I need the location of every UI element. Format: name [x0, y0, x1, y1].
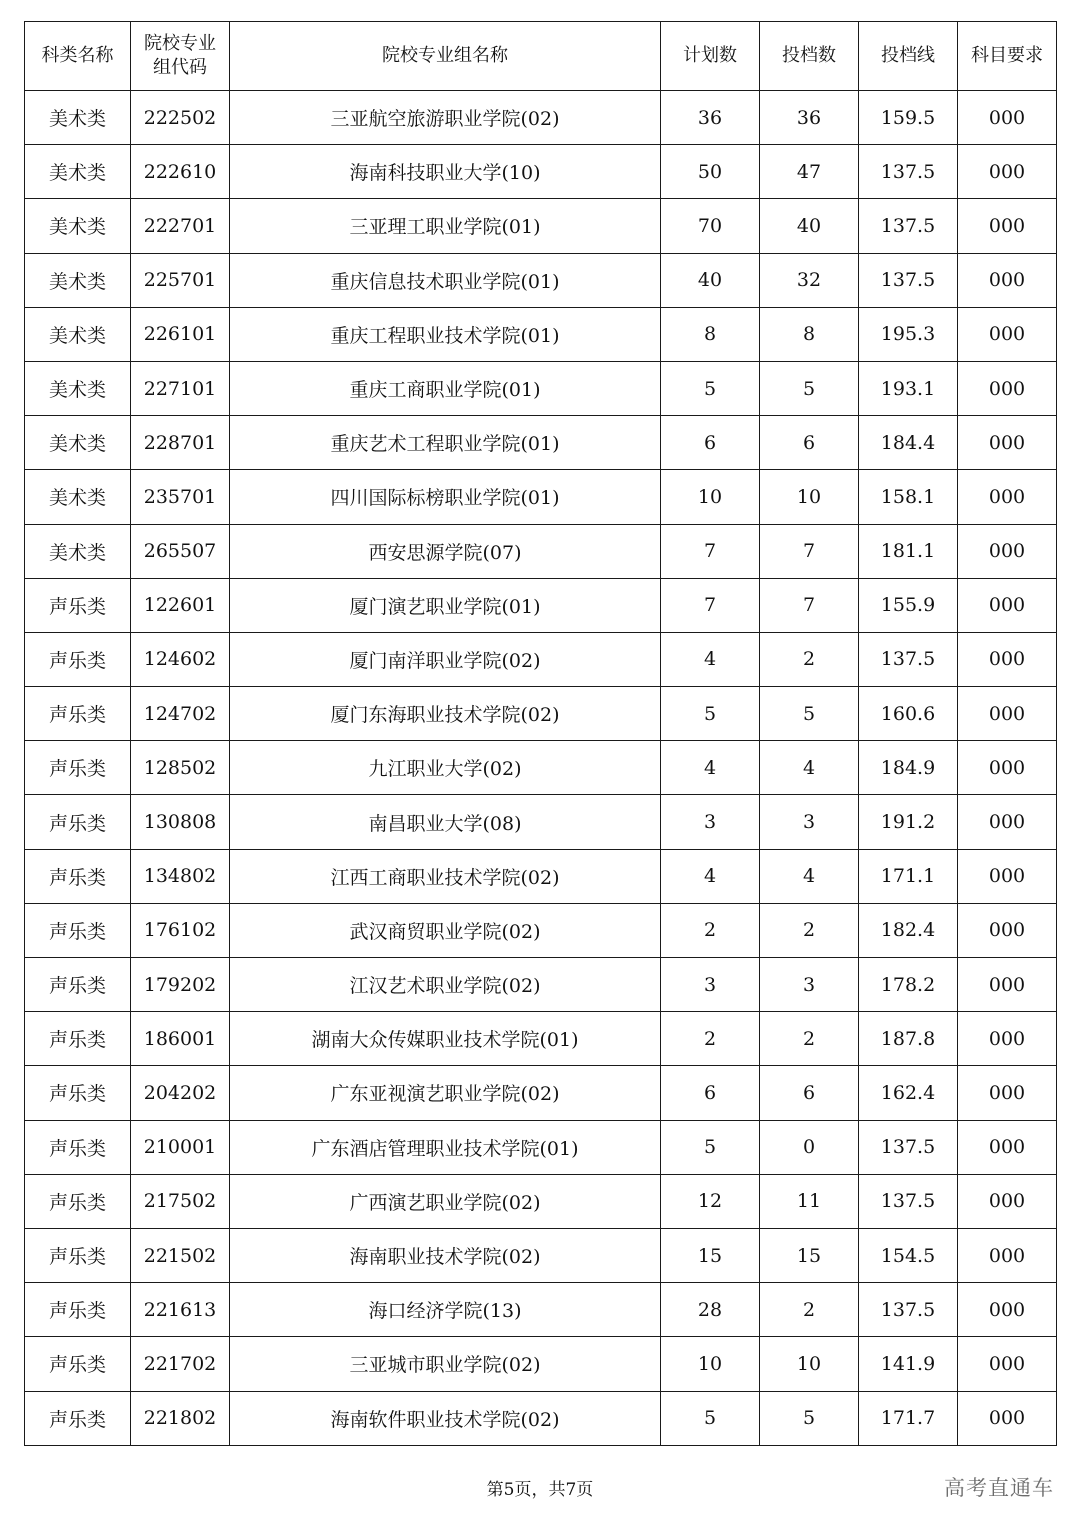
cell-requirement: 000	[958, 145, 1057, 199]
cell-group-code: 222502	[131, 91, 230, 145]
cell-requirement: 000	[958, 1120, 1057, 1174]
cell-category: 声乐类	[25, 1174, 131, 1228]
cell-group-name: 广东酒店管理职业技术学院(01)	[230, 1120, 661, 1174]
cell-group-name: 江西工商职业技术学院(02)	[230, 849, 661, 903]
cell-admitted: 5	[760, 687, 859, 741]
cell-cutoff: 137.5	[859, 1283, 958, 1337]
cell-group-code: 124702	[131, 687, 230, 741]
cell-plan: 36	[661, 91, 760, 145]
cell-requirement: 000	[958, 1012, 1057, 1066]
cell-group-code: 217502	[131, 1174, 230, 1228]
cell-category: 声乐类	[25, 741, 131, 795]
cell-cutoff: 137.5	[859, 199, 958, 253]
cell-group-name: 重庆工程职业技术学院(01)	[230, 307, 661, 361]
cell-cutoff: 191.2	[859, 795, 958, 849]
cell-plan: 70	[661, 199, 760, 253]
cell-admitted: 47	[760, 145, 859, 199]
cell-plan: 4	[661, 632, 760, 686]
cell-group-name: 海南科技职业大学(10)	[230, 145, 661, 199]
cell-cutoff: 137.5	[859, 1120, 958, 1174]
header-admitted: 投档数	[760, 22, 859, 91]
cell-plan: 4	[661, 849, 760, 903]
table-row	[25, 578, 1057, 632]
cell-category: 声乐类	[25, 1012, 131, 1066]
cell-plan: 7	[661, 578, 760, 632]
cell-group-name: 厦门南洋职业学院(02)	[230, 632, 661, 686]
cell-plan: 10	[661, 1337, 760, 1391]
cell-plan: 15	[661, 1228, 760, 1282]
cell-group-code: 186001	[131, 1012, 230, 1066]
table-row	[25, 470, 1057, 524]
table-row	[25, 849, 1057, 903]
cell-requirement: 000	[958, 524, 1057, 578]
cell-group-code: 222701	[131, 199, 230, 253]
table-row	[25, 524, 1057, 578]
cell-plan: 50	[661, 145, 760, 199]
cell-cutoff: 184.9	[859, 741, 958, 795]
cell-group-name: 南昌职业大学(08)	[230, 795, 661, 849]
cell-requirement: 000	[958, 1066, 1057, 1120]
cell-admitted: 2	[760, 1283, 859, 1337]
cell-plan: 7	[661, 524, 760, 578]
cell-category: 美术类	[25, 361, 131, 415]
cell-admitted: 36	[760, 91, 859, 145]
cell-plan: 2	[661, 1012, 760, 1066]
cell-group-name: 重庆工商职业学院(01)	[230, 361, 661, 415]
cell-category: 声乐类	[25, 1391, 131, 1445]
table-row	[25, 1228, 1057, 1282]
cell-category: 声乐类	[25, 1066, 131, 1120]
cell-group-code: 265507	[131, 524, 230, 578]
cell-category: 声乐类	[25, 687, 131, 741]
cell-group-name: 厦门演艺职业学院(01)	[230, 578, 661, 632]
cell-group-code: 179202	[131, 958, 230, 1012]
cell-group-code: 210001	[131, 1120, 230, 1174]
header-requirement: 科目要求	[958, 22, 1057, 91]
cell-group-name: 江汉艺术职业学院(02)	[230, 958, 661, 1012]
cell-requirement: 000	[958, 1283, 1057, 1337]
cell-cutoff: 155.9	[859, 578, 958, 632]
cell-plan: 6	[661, 1066, 760, 1120]
cell-admitted: 6	[760, 416, 859, 470]
cell-group-name: 海口经济学院(13)	[230, 1283, 661, 1337]
cell-category: 声乐类	[25, 1337, 131, 1391]
cell-plan: 3	[661, 958, 760, 1012]
cell-admitted: 15	[760, 1228, 859, 1282]
cell-requirement: 000	[958, 199, 1057, 253]
cell-requirement: 000	[958, 958, 1057, 1012]
cell-group-name: 湖南大众传媒职业技术学院(01)	[230, 1012, 661, 1066]
cell-category: 声乐类	[25, 632, 131, 686]
cell-group-code: 221613	[131, 1283, 230, 1337]
cell-category: 声乐类	[25, 1228, 131, 1282]
table-row	[25, 91, 1057, 145]
cell-category: 声乐类	[25, 578, 131, 632]
cell-cutoff: 137.5	[859, 632, 958, 686]
cell-admitted: 6	[760, 1066, 859, 1120]
cell-category: 美术类	[25, 253, 131, 307]
cell-category: 美术类	[25, 416, 131, 470]
cell-requirement: 000	[958, 1391, 1057, 1445]
table-row	[25, 1012, 1057, 1066]
cell-group-code: 124602	[131, 632, 230, 686]
cell-admitted: 4	[760, 849, 859, 903]
cell-group-code: 134802	[131, 849, 230, 903]
header-row	[25, 22, 1057, 91]
cell-group-code: 225701	[131, 253, 230, 307]
table-row	[25, 1283, 1057, 1337]
cell-group-name: 重庆艺术工程职业学院(01)	[230, 416, 661, 470]
table-row	[25, 687, 1057, 741]
cell-group-code: 221702	[131, 1337, 230, 1391]
cell-cutoff: 137.5	[859, 1174, 958, 1228]
cell-admitted: 7	[760, 578, 859, 632]
cell-admitted: 5	[760, 361, 859, 415]
cell-category: 声乐类	[25, 903, 131, 957]
cell-group-code: 204202	[131, 1066, 230, 1120]
cell-admitted: 10	[760, 470, 859, 524]
header-plan: 计划数	[661, 22, 760, 91]
cell-cutoff: 137.5	[859, 253, 958, 307]
page-indicator: 第5页，共7页	[486, 1480, 594, 1500]
cell-group-code: 221502	[131, 1228, 230, 1282]
cell-group-name: 重庆信息技术职业学院(01)	[230, 253, 661, 307]
cell-admitted: 40	[760, 199, 859, 253]
cell-cutoff: 181.1	[859, 524, 958, 578]
cell-plan: 5	[661, 1391, 760, 1445]
cell-cutoff: 160.6	[859, 687, 958, 741]
cell-requirement: 000	[958, 1228, 1057, 1282]
cell-group-name: 三亚理工职业学院(01)	[230, 199, 661, 253]
cell-admitted: 11	[760, 1174, 859, 1228]
cell-category: 美术类	[25, 199, 131, 253]
cell-group-name: 武汉商贸职业学院(02)	[230, 903, 661, 957]
cell-cutoff: 154.5	[859, 1228, 958, 1282]
header-group-code: 院校专业组代码	[131, 22, 230, 91]
table-row	[25, 1337, 1057, 1391]
cell-group-name: 海南职业技术学院(02)	[230, 1228, 661, 1282]
cell-cutoff: 141.9	[859, 1337, 958, 1391]
table-body	[25, 91, 1057, 1446]
table-row	[25, 903, 1057, 957]
cell-cutoff: 137.5	[859, 145, 958, 199]
cell-cutoff: 193.1	[859, 361, 958, 415]
cell-group-code: 228701	[131, 416, 230, 470]
cell-category: 美术类	[25, 145, 131, 199]
cell-admitted: 2	[760, 632, 859, 686]
cell-group-code: 130808	[131, 795, 230, 849]
table-row	[25, 1174, 1057, 1228]
cell-category: 声乐类	[25, 1120, 131, 1174]
header-group-name: 院校专业组名称	[230, 22, 661, 91]
cell-plan: 6	[661, 416, 760, 470]
cell-requirement: 000	[958, 253, 1057, 307]
cell-group-name: 九江职业大学(02)	[230, 741, 661, 795]
table-row	[25, 1120, 1057, 1174]
table-row	[25, 632, 1057, 686]
cell-group-code: 221802	[131, 1391, 230, 1445]
cell-plan: 40	[661, 253, 760, 307]
cell-admitted: 2	[760, 1012, 859, 1066]
table-row	[25, 253, 1057, 307]
cell-admitted: 2	[760, 903, 859, 957]
cell-group-code: 227101	[131, 361, 230, 415]
cell-requirement: 000	[958, 687, 1057, 741]
cell-admitted: 7	[760, 524, 859, 578]
cell-requirement: 000	[958, 578, 1057, 632]
cell-group-name: 四川国际标榜职业学院(01)	[230, 470, 661, 524]
cell-plan: 12	[661, 1174, 760, 1228]
table-row	[25, 958, 1057, 1012]
cell-group-name: 三亚城市职业学院(02)	[230, 1337, 661, 1391]
cell-plan: 8	[661, 307, 760, 361]
cell-requirement: 000	[958, 795, 1057, 849]
cell-group-name: 西安思源学院(07)	[230, 524, 661, 578]
cell-category: 声乐类	[25, 795, 131, 849]
table-row	[25, 145, 1057, 199]
cell-admitted: 5	[760, 1391, 859, 1445]
cell-requirement: 000	[958, 741, 1057, 795]
cell-group-code: 176102	[131, 903, 230, 957]
cell-cutoff: 159.5	[859, 91, 958, 145]
cell-requirement: 000	[958, 307, 1057, 361]
cell-group-name: 厦门东海职业技术学院(02)	[230, 687, 661, 741]
cell-category: 美术类	[25, 91, 131, 145]
table-row	[25, 1391, 1057, 1445]
cell-group-code: 222610	[131, 145, 230, 199]
cell-category: 声乐类	[25, 1283, 131, 1337]
cell-group-code: 226101	[131, 307, 230, 361]
header-cutoff: 投档线	[859, 22, 958, 91]
cell-requirement: 000	[958, 470, 1057, 524]
cell-plan: 4	[661, 741, 760, 795]
cell-cutoff: 184.4	[859, 416, 958, 470]
cell-cutoff: 187.8	[859, 1012, 958, 1066]
cell-admitted: 10	[760, 1337, 859, 1391]
table-row	[25, 361, 1057, 415]
watermark-text: 高考直通车	[944, 1476, 1054, 1500]
cell-requirement: 000	[958, 849, 1057, 903]
cell-requirement: 000	[958, 632, 1057, 686]
cell-requirement: 000	[958, 1337, 1057, 1391]
cell-plan: 2	[661, 903, 760, 957]
cell-cutoff: 171.1	[859, 849, 958, 903]
table-row	[25, 741, 1057, 795]
cell-admitted: 4	[760, 741, 859, 795]
cell-cutoff: 178.2	[859, 958, 958, 1012]
cell-admitted: 32	[760, 253, 859, 307]
cell-admitted: 8	[760, 307, 859, 361]
cell-group-name: 广西演艺职业学院(02)	[230, 1174, 661, 1228]
cell-category: 声乐类	[25, 958, 131, 1012]
cell-requirement: 000	[958, 1174, 1057, 1228]
header-category: 科类名称	[25, 22, 131, 91]
cell-requirement: 000	[958, 416, 1057, 470]
cell-plan: 28	[661, 1283, 760, 1337]
cell-group-name: 海南软件职业技术学院(02)	[230, 1391, 661, 1445]
cell-group-code: 122601	[131, 578, 230, 632]
cell-admitted: 0	[760, 1120, 859, 1174]
cell-group-name: 三亚航空旅游职业学院(02)	[230, 91, 661, 145]
cell-cutoff: 195.3	[859, 307, 958, 361]
cell-cutoff: 171.7	[859, 1391, 958, 1445]
table-row	[25, 795, 1057, 849]
table-row	[25, 416, 1057, 470]
cell-plan: 3	[661, 795, 760, 849]
table-row	[25, 199, 1057, 253]
cell-group-name: 广东亚视演艺职业学院(02)	[230, 1066, 661, 1120]
cell-admitted: 3	[760, 795, 859, 849]
cell-cutoff: 182.4	[859, 903, 958, 957]
cell-requirement: 000	[958, 903, 1057, 957]
cell-category: 美术类	[25, 470, 131, 524]
cell-plan: 5	[661, 361, 760, 415]
cell-plan: 5	[661, 1120, 760, 1174]
cell-plan: 5	[661, 687, 760, 741]
cell-requirement: 000	[958, 91, 1057, 145]
admissions-sheet	[24, 21, 1056, 1446]
cell-group-code: 128502	[131, 741, 230, 795]
cell-requirement: 000	[958, 361, 1057, 415]
cell-group-code: 235701	[131, 470, 230, 524]
cell-cutoff: 162.4	[859, 1066, 958, 1120]
table-row	[25, 307, 1057, 361]
cell-plan: 10	[661, 470, 760, 524]
table-row	[25, 1066, 1057, 1120]
cell-category: 美术类	[25, 307, 131, 361]
admissions-table	[24, 21, 1057, 1446]
cell-category: 美术类	[25, 524, 131, 578]
cell-category: 声乐类	[25, 849, 131, 903]
cell-cutoff: 158.1	[859, 470, 958, 524]
cell-admitted: 3	[760, 958, 859, 1012]
